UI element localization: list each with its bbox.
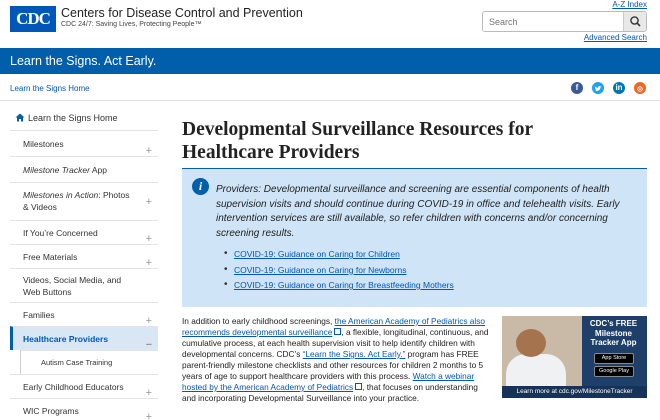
list-item [222,249,454,259]
breadcrumb[interactable]: Learn the Signs Home [10,84,90,93]
page-title: Developmental Surveillance Resources for Healthcare Providers [182,119,533,163]
aap-surveillance-link[interactable]: the American Academy of Pediatrics also recommends developmental surveillance [182,316,486,337]
baby-photo [502,316,582,388]
sidebar-item-if-concerned[interactable] [10,220,158,244]
expand-icon[interactable]: + [145,232,152,245]
app-store-badge[interactable]: App Store [594,353,634,364]
sidebar-item-early-childhood-educators[interactable] [10,374,158,398]
google-play-badge[interactable]: Google Play [594,366,634,377]
intro-paragraph [182,316,492,404]
site-banner [0,48,660,74]
covid-callout [182,169,647,307]
sidebar-item-label-emphasis: Milestones in Action [23,190,99,200]
sidebar-item-label: If You’re Concerned [23,228,98,238]
sidebar-item-label: WIC Programs [23,406,79,416]
aap-webinar-link[interactable]: Watch a webinar hosted by the American Academy of Pediatrics [182,371,475,392]
home-icon [15,113,25,122]
body-text: program has FREE parent-friendly milestone checklists and other resources for children 2 months to 5 years of age to support healthcare providers with this process. [182,349,484,381]
sidebar-nav [10,130,158,420]
banner-title[interactable]: Learn the Signs. Act Early. [10,54,157,68]
expand-icon[interactable]: + [145,386,152,399]
callout-text: Providers: Developmental surveillance and screening are essential components of health supervision visits and should continue during COVID-19 in office and telehealth visits. Early intervention services are still available, so refer children with concerns and/or concerning screening results. [216,184,620,239]
sidebar-item-label: Free Materials [23,252,78,262]
sidebar-home-label: Learn the Signs Home [28,113,118,123]
sidebar-item-label-emphasis: Milestone Tracker [23,165,90,175]
body-text: , that focuses on understanding and incorporating Developmental Surveillance into your practice. [182,382,478,403]
org-tagline: CDC 24/7: Saving Lives, Protecting People™ [61,21,202,28]
sidebar-item-videos-social[interactable] [10,268,158,302]
sidebar-item-label: : Photos & Videos [23,190,130,212]
list-item [222,265,454,275]
covid-newborns-link[interactable]: COVID-19: Guidance on Caring for Newborns [234,264,407,275]
sidebar-item-label: Autism Case Training [41,358,113,367]
sidebar-item-wic-programs[interactable] [10,398,158,420]
az-index-link[interactable]: A-Z Index [612,0,647,9]
sidebar-item-milestones[interactable] [10,130,158,156]
sidebar-item-label: Early Childhood Educators [23,382,124,392]
milestone-tracker-promo[interactable] [502,316,647,398]
search-icon [624,12,647,31]
sidebar-item-milestone-tracker[interactable] [10,156,158,182]
advanced-search-link[interactable]: Advanced Search [583,33,647,42]
search-button[interactable] [623,12,646,31]
promo-title: CDC’s FREE Milestone Tracker App [589,319,638,347]
sidebar-item-label: Families [23,310,55,320]
expand-icon[interactable]: + [145,256,152,269]
expand-icon[interactable]: + [145,195,152,208]
sidebar-item-label: Milestones [23,139,64,149]
sidebar-subitem-autism-case-training[interactable] [20,350,158,374]
cdc-logo[interactable]: CDC [10,6,56,32]
ltsae-link[interactable]: “Learn the Signs. Act Early.” [302,349,406,359]
search-box [482,11,647,32]
sidebar-home-link[interactable] [15,113,118,123]
body-text: In addition to early childhood screenings, [182,316,335,326]
sidebar-item-label: App [89,165,107,175]
sidebar-item-label: Healthcare Providers [23,334,109,344]
baby-photo-head [516,329,546,357]
sidebar-item-free-materials[interactable] [10,244,158,268]
list-item [222,280,454,290]
facebook-icon[interactable]: f [571,82,583,94]
search-input[interactable] [483,12,625,31]
expand-icon[interactable]: + [145,410,152,420]
site-header [0,0,660,48]
collapse-icon[interactable]: − [145,338,152,351]
sidebar-item-healthcare-providers[interactable] [10,326,158,350]
linkedin-icon[interactable]: in [613,82,625,94]
body-text: , a flexible, longitudinal, continuous, and cumulative process, at each health supervision visit to help identify children with developmental concerns. CDC’s [182,327,489,359]
org-name[interactable]: Centers for Disease Control and Prevention [61,6,303,20]
twitter-icon[interactable] [592,82,604,94]
expand-icon[interactable]: + [145,144,152,157]
sidebar-item-label: Videos, Social Media, and Web Buttons [23,275,122,297]
sidebar-item-milestones-in-action[interactable] [10,182,158,220]
expand-icon[interactable]: + [145,314,152,327]
covid-breastfeeding-link[interactable]: COVID-19: Guidance on Caring for Breastfeeding Mothers [234,280,454,290]
promo-footer: Learn more at cdc.gov/MilestoneTracker [502,386,647,398]
covid-children-link[interactable]: COVID-19: Guidance on Caring for Children [234,249,400,259]
syndicate-icon[interactable] [634,82,646,94]
header-divider [0,100,660,101]
info-icon: i [192,178,209,195]
sidebar-item-families[interactable] [10,302,158,326]
callout-link-list [222,249,454,296]
